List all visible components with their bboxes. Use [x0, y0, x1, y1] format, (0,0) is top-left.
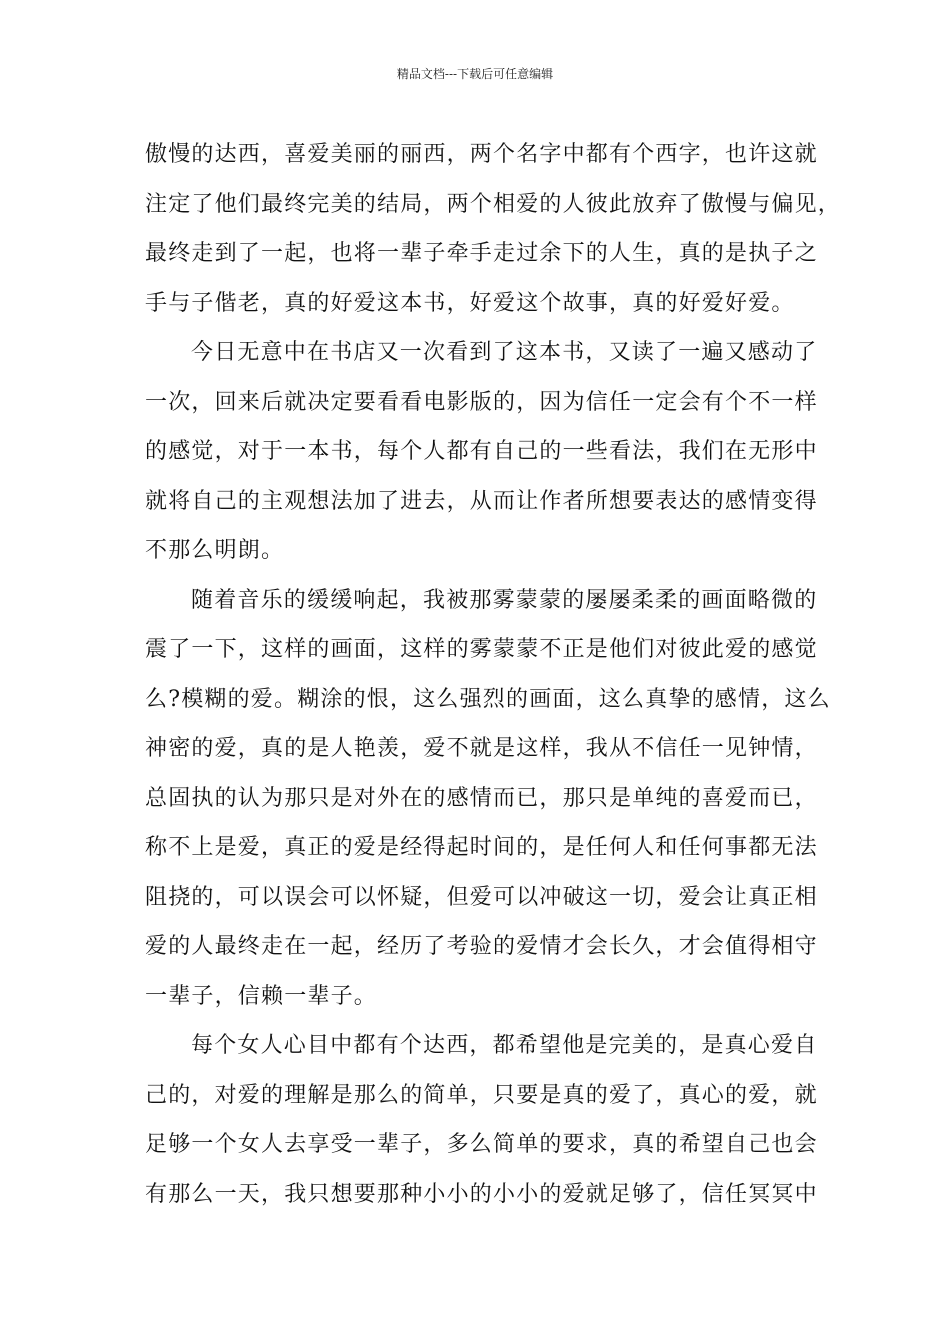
body-text: [145, 130, 842, 1219]
text-line: 随着音乐的缓缓响起，我被那雾蒙蒙的屡屡柔柔的画面略微的: [191, 587, 818, 613]
text-line: 足够一个女人去享受一辈子，多么简单的要求，真的希望自己也会: [145, 1132, 818, 1157]
paragraph: [145, 1021, 818, 1219]
page-header: 精品文档---下载后可任意编辑: [396, 67, 554, 81]
text-line: 称不上是爱，真正的爱是经得起时间的，是任何人和任何事都无法: [145, 835, 818, 860]
text-line: 己的，对爱的理解是那么的简单，只要是真的爱了，真心的爱，就: [145, 1082, 818, 1108]
text-line: 有那么一天，我只想要那种小小的小小的爱就足够了，信任冥冥中: [145, 1181, 818, 1207]
text-line: 阻挠的，可以误会可以怀疑，但爱可以冲破这一切，爱会让真正相: [145, 884, 818, 910]
text-line: 最终走到了一起，也将一辈子牵手走过余下的人生，真的是执子之: [145, 241, 818, 266]
text-line: 傲慢的达西，喜爱美丽的丽西，两个名字中都有个西字，也许这就: [145, 142, 818, 167]
text-line: 注定了他们最终完美的结局，两个相爱的人彼此放弃了傲慢与偏见，: [145, 191, 842, 217]
text-line: 今日无意中在书店又一次看到了这本书，又读了一遍又感动了: [191, 340, 818, 365]
text-line: 每个女人心目中都有个达西，都希望他是完美的，是真心爱自: [191, 1033, 818, 1058]
paragraph: [145, 576, 831, 1022]
text-line: 的感觉，对于一本书，每个人都有自己的一些看法，我们在无形中: [145, 439, 818, 464]
text-line: 就将自己的主观想法加了进去，从而让作者所想要表达的感情变得: [145, 488, 818, 514]
text-line: 么?模糊的爱。糊涂的恨，这么强烈的画面，这么真挚的感情，这么: [145, 686, 831, 712]
text-line: 总固执的认为那只是对外在的感情而已，那只是单纯的喜爱而已，: [145, 785, 818, 811]
text-line: 爱的人最终走在一起，经历了考验的爱情才会长久，才会值得相守: [145, 934, 818, 959]
text-line: 手与子偕老，真的好爱这本书，好爱这个故事，真的好爱好爱。: [145, 290, 795, 316]
paragraph: [145, 130, 842, 328]
paragraph: [145, 328, 818, 576]
text-line: 震了一下，这样的画面，这样的雾蒙蒙不正是他们对彼此爱的感觉: [145, 637, 818, 662]
text-line: 一辈子，信赖一辈子。: [145, 983, 378, 1009]
text-line: 一次，回来后就决定要看看电影版的，因为信任一定会有个不一样: [145, 389, 818, 415]
text-line: 神密的爱，真的是人艳羡，爱不就是这样，我从不信任一见钟情，: [145, 736, 818, 761]
text-line: 不那么明朗。: [145, 538, 285, 563]
